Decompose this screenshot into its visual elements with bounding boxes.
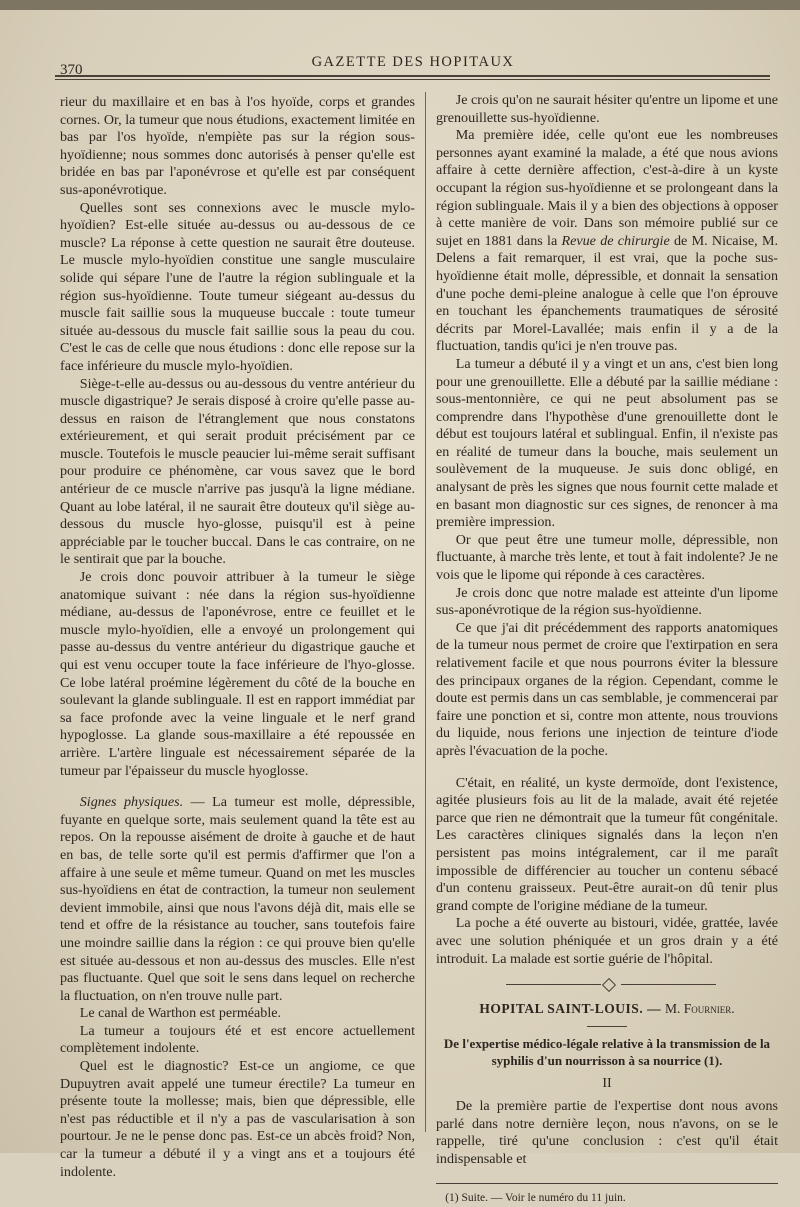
header-rule-thick <box>55 75 770 77</box>
separator-line <box>621 984 716 985</box>
paragraph: Ce que j'ai dit précédemment des rapports anatomiques de la tumeur nous permet de croire que l'extirpation en sera relativement facile et que nous pourrons éviter la blessure des principaux organes de la région. Cependant, comme le doute est permis dans un cas semblable, je commencerai par faire une ponction et si, contre mon attente, nous trouvions du liquide, nous ferions une injection de teinture d'iode après l'évacuation de la poche. <box>436 619 778 759</box>
section-number: II <box>602 1075 612 1091</box>
paragraph-text: de M. Nicaise, M. Delens a fait remarquer, il est vrai, que la poche sus-hyoïdienne était molle, dépressible, et donnait la sensation d'une poche demi-pleine analogue à celle que l'on éprouve en touchant les épanchements traumatiques de sérosité décrits par Morel-Lavallée; mais enfin il y a de la fluctuation, tandis qu'ici je n'en trouve pas. <box>436 232 779 355</box>
paragraph: rieur du maxillaire et en bas à l'os hyoïde, corps et grandes cornes. Or, la tumeur que nous étudions, exactement limitée en bas par l'os hyoïde, n'empiète pas sur la région sous-hyoïdienne; nous sommes donc autorisés à penser qu'elle est bridée en bas par l'aponévrose et qu'elle est par conséquent sus-aponévrotique. <box>60 94 415 198</box>
paragraph: Quelles sont ses connexions avec le muscle mylo-hyoïdien? Est-elle située au-dessus ou au-dessous de ce muscle? La réponse à cette question ne saurait être douteuse. Le muscle mylo-hyoïdien constitue une sangle musculaire solide qui sépare l'une de l'autre la région sublinguale et la région sus-hyoïdienne. Toute tumeur siégeant au-dessus du muscle fait saillie sous la muqueuse buccale : toute tumeur située au-dessous du muscle fait saillie sous la peau du cou. C'est le cas de celle que nous étudions : donc elle repose sur la face inférieure du muscle mylo-hyoïdien. <box>60 199 415 374</box>
scan-edge <box>0 0 800 10</box>
paragraph-signes-physiques <box>60 794 415 1005</box>
footnote: (1) Suite. — Voir le numéro du 11 juin. <box>445 1191 626 1204</box>
section-separator <box>436 974 778 996</box>
paragraph: Je crois qu'on ne saurait hésiter qu'entre un lipome et une grenouillette sus-hyoïdienne. <box>436 92 778 126</box>
hospital-name: HOPITAL SAINT-LOUIS. — <box>479 1001 665 1017</box>
paragraph: Siège-t-elle au-dessus ou au-dessous du ventre antérieur du muscle digastrique? Je serais disposé à croire qu'elle passe au-dessus en raison de l'étranglement que nous constatons extérieurement, et qui serait produit précisément par ce muscle. Toutefois le muscle peaucier lui-même serait suffisant pour produire ce phénomène, car vous savez que le bord antérieur de ce muscle n'arrive pas jusqu'à la ligne médiane. Quant au lobe latéral, il ne saurait être douteux qu'il siège au-dessous du muscle hyo-glosse, puisqu'il est à peine appréciable par le toucher buccal. Dans le cas contraire, on ne le sentirait que par la bouche. <box>60 375 415 568</box>
column-divider <box>425 92 426 1132</box>
separator-ornament <box>602 978 616 992</box>
journal-reference: Revue de chirurgie <box>561 232 670 249</box>
right-column <box>436 92 778 1207</box>
paragraph-text: — La tumeur est molle, dépressible, fuyante en quelque sorte, mais seulement quand la tête est au repos. On la repousse aisément de droite à gauche et de haut en bas, de telle sorte qu'il est permis d'affirmer que l'on a affaire à une seule et même tumeur. Quand on met les muscles sus-hyoïdiens en état de contraction, la tumeur non seulement devient immobile, ainsi que nous l'avons déjà dit, mais elle se tend et offre de la résistance au toucher, sans toutefois faire une moindre saillie dans la région : ce qui prouve bien qu'elle est située au-dessous et non au-dessus des muscles. Elle n'est pas fluctuante. Quel que soit le sens dans lequel on recherche la fluctuation, on n'en trouve nulle part. <box>60 794 415 1004</box>
hospital-heading <box>436 1000 778 1018</box>
paragraph: De la première partie de l'expertise dont nous avons parlé dans notre dernière leçon, nous n'avons, on se le rappelle, tiré qu'une conclusion : c'est qu'il était indispensable et <box>436 1098 778 1168</box>
paragraph: La tumeur a débuté il y a vingt et un ans, c'est bien long pour une grenouillette. Elle a débuté par la saillie médiane : sous-mentonnière, ce qui ne peut absolument pas se comprendre dans l'hypothèse d'une grenouillette dont le début est toujours latéral et sublingual. Enfin, il n'existe pas en réalité de tumeur dans la bouche, mais seulement un soulèvement de la muqueuse. Je suis donc obligé, en analysant de près les signes que nous fournit cette malade et en basant mon diagnostic sur ces signes, de renoncer à ma première impression. <box>436 355 778 531</box>
page-number: 370 <box>60 62 83 78</box>
paragraph <box>436 127 778 356</box>
short-rule <box>587 1026 627 1027</box>
separator-line <box>506 984 601 985</box>
article-title: De l'expertise médico-légale relative à la transmission de la syphilis d'un nourrisson à sa nourrice (1). <box>443 1035 771 1068</box>
paragraph: Je crois donc pouvoir attribuer à la tumeur le siège anatomique suivant : née dans la région sus-hyoïdienne médiane, au-dessus de l'aponévrose, entre ce feuillet et le muscle mylo-hyoïdien, elle a envoyé un prolongement qui passe au-dessus du ventre antérieur du digastrique gauche et qui est venu occuper toute la face inférieure de l'hyo-glosse. Ce lobe latéral proémine légèrement du côté de la bouche en soulevant la glande sublinguale. Il est en rapport immédiat par sa face profonde avec la veine linguale et le nerf grand hypoglosse. La glande sous-maxillaire a été repoussée en arrière. L'artère linguale est nécessairement séparée de la tumeur par l'épaisseur du muscle hyoglosse. <box>60 569 415 779</box>
paragraph: Quel est le diagnostic? Est-ce un angiome, ce que Dupuytren avait appelé une tumeur érectile? La tumeur en présente toute la mollesse; mais, bien que dépressible, elle n'est pas réductible et il n'y a pas de vascularisation à son pourtour. Je ne le pense donc pas. Est-ce un abcès froid? Non, car la tumeur a débuté il y a vingt ans et a toujours été indolente. <box>60 1058 415 1180</box>
paragraph: Le canal de Warthon est perméable. <box>79 1005 282 1022</box>
paragraph: La poche a été ouverte au bistouri, vidée, grattée, lavée avec une solution phéniquée et un gros drain y a été introduit. La malade est sortie guérie de l'hôpital. <box>436 915 778 967</box>
paragraph: La tumeur a toujours été et est encore actuellement complètement indolente. <box>60 1022 415 1057</box>
paragraph: C'était, en réalité, un kyste dermoïde, dont l'existence, agitée plusieurs fois au lit de la malade, avait été rejetée parce que rien ne démontrait que la tumeur fût congénitale. Les caractères cliniques signalés dans la leçon n'en persistent pas moins intégralement, car il me paraît impossible de différencier au toucher un contenu sébacé d'un contenu graisseux. Peut-être aurait-on dû tenir plus grand compte de l'origine médiane de la tumeur. <box>436 774 778 914</box>
author-name: M. Fournier. <box>664 1001 735 1017</box>
left-column <box>60 94 415 1181</box>
italic-heading: Signes physiques. <box>79 794 184 811</box>
paragraph-text: Ma première idée, celle qu'ont eue les nombreuses personnes ayant examiné la malade, a été que nous avions affaire à cette dernière affection, c'est-à-dire à un kyste occupant la région sus-hyoïdienne et se prolongeant dans la région sublinguale. Mais il y a bien des objections à opposer à cette manière de voir. Dans son mémoire publié sur ce sujet en 1881 dans la <box>436 127 778 249</box>
journal-title: GAZETTE DES HOPITAUX <box>311 54 515 70</box>
paragraph: Or que peut être une tumeur molle, dépressible, non fluctuante, à marche très lente, et tout à fait indolente? Je ne vois que le lipome qui réponde à ces caractères. <box>436 531 778 584</box>
page-header <box>58 50 768 76</box>
footnote-rule <box>436 1183 778 1184</box>
header-rule-thin <box>55 79 770 80</box>
paragraph: Je crois donc que notre malade est atteinte d'un lipome sus-aponévrotique de la région sus-hyoïdienne. <box>436 584 778 619</box>
